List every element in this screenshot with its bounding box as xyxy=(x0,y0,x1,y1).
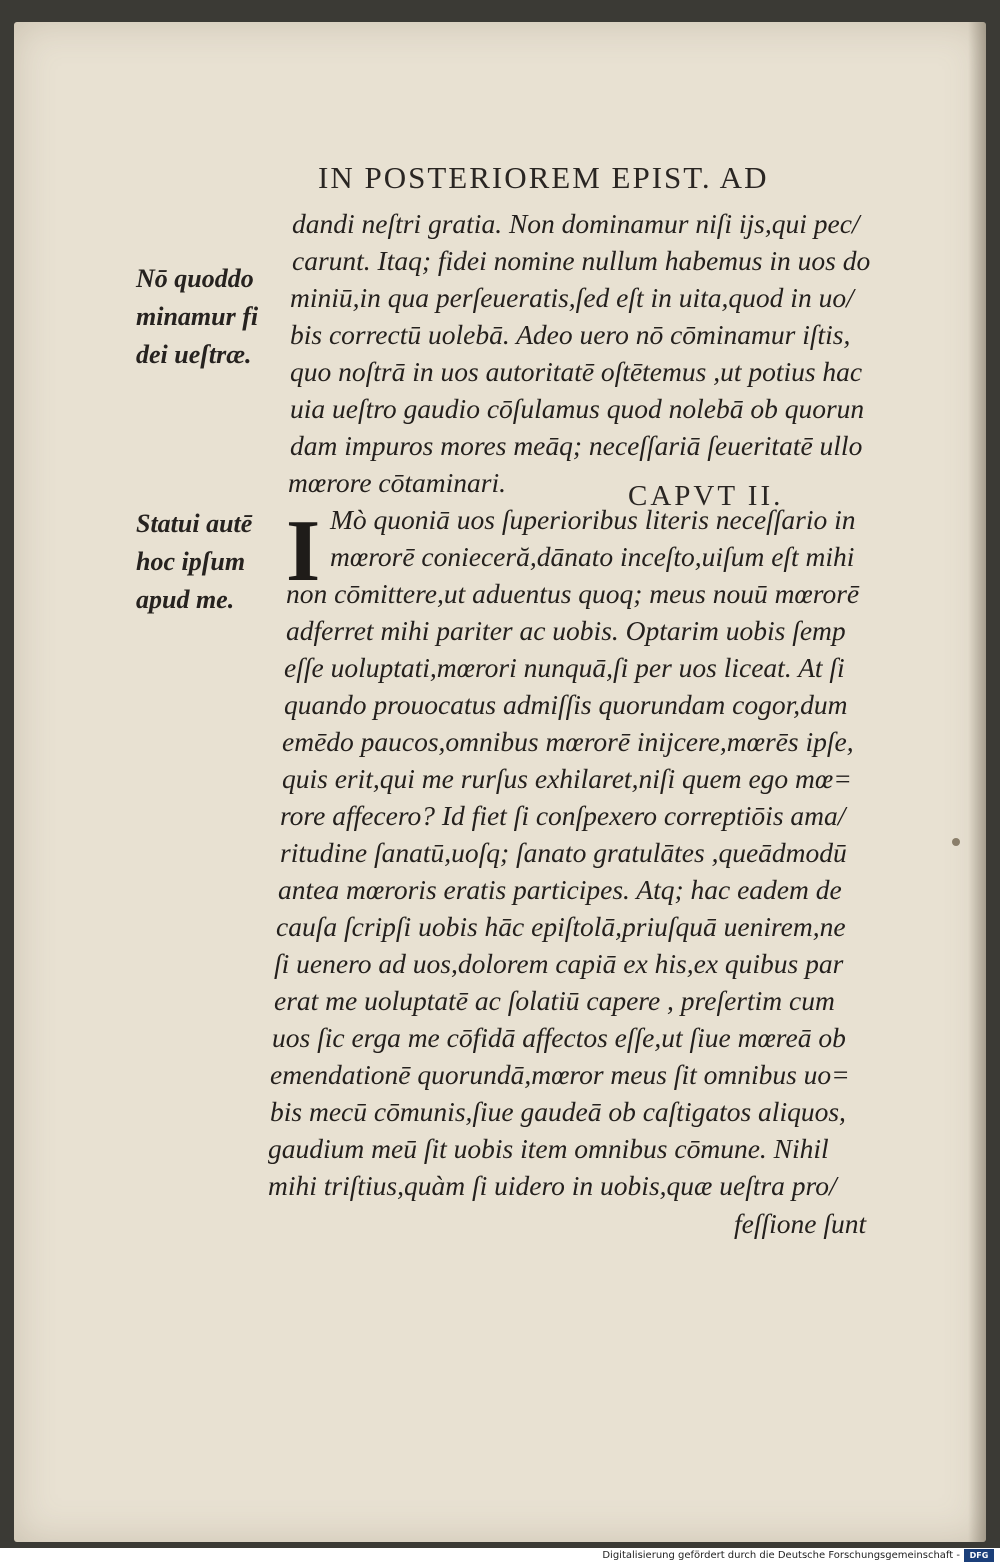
margin-note-line: Statui autē xyxy=(136,509,253,538)
text-line: mœrore cōtaminari. xyxy=(288,467,506,498)
margin-note-line: dei ueſtræ. xyxy=(136,340,252,369)
margin-note-2 xyxy=(136,505,252,619)
text-line: quando prouocatus admiſſis quorundam cogor,dum xyxy=(284,689,848,720)
text-line: quis erit,qui me rurſus exhilaret,niſi quem ego mœ= xyxy=(282,763,852,794)
text-line: uia ueſtro gaudio cōſulamus quod nolebā ob quorun xyxy=(290,393,865,424)
text-line: dam impuros mores meāq; neceſſariā ſeueritatē ullo xyxy=(290,430,863,461)
text-line: eſſe uoluptati,mœrori nunquā,ſi per uos liceat. At ſi xyxy=(284,652,845,683)
text-line: antea mœroris eratis participes. Atq; hac eadem de xyxy=(278,874,842,905)
running-head: IN POSTERIOREM EPIST. AD xyxy=(318,160,769,195)
text-line: ritudine ſanatū,uoſq; ſanato gratulātes ,queādmodū xyxy=(280,837,847,868)
text-line: cauſa ſcripſi uobis hāc epiſtolā,priuſquā uenirem,ne xyxy=(276,911,846,942)
margin-note-line: Nō quoddo xyxy=(136,264,254,293)
initial-letter: I xyxy=(286,503,321,600)
text-line: ſi uenero ad uos,dolorem capiā ex his,ex quibus par xyxy=(274,948,844,979)
text-line: Mò quoniā uos ſuperioribus literis neceſſario in xyxy=(330,504,856,535)
footer-credit: Digitalisierung gefördert durch die Deutsche Forschungsgemeinschaft - xyxy=(602,1550,960,1561)
text-line: non cōmittere,ut aduentus quoq; meus nouū mœrorē xyxy=(286,578,860,609)
text-line: dandi neſtri gratia. Non dominamur niſi ijs,qui pec/ xyxy=(292,208,860,239)
text-line: carunt. Itaq; fidei nomine nullum habemus in uos do xyxy=(292,245,871,276)
text-line: mihi triſtius,quàm ſi uidero in uobis,quæ ueſtra pro/ xyxy=(268,1170,837,1201)
text-line: uos ſic erga me cōfidā affectos eſſe,ut ſiue mœreā ob xyxy=(272,1022,846,1053)
text-line: erat me uoluptatē ac ſolatiū capere , preſertim cum xyxy=(274,985,835,1016)
margin-note-line: minamur fi xyxy=(136,302,259,331)
margin-note-line: apud me. xyxy=(136,585,235,614)
chapter-heading: CAPVT II. xyxy=(628,480,784,512)
text-line: adferret mihi pariter ac uobis. Optarim uobis ſemp xyxy=(286,615,846,646)
ink-stain xyxy=(952,838,960,846)
text-line: bis correctū uolebā. Adeo uero nō cōminamur iſtis, xyxy=(290,319,851,350)
text-line: emēdo paucos,omnibus mœrorē inijcere,mœrēs ipſe, xyxy=(282,726,854,757)
page-edge-shadow xyxy=(968,22,986,1542)
text-line: quo noſtrā in uos autoritatē oſtētemus ,ut potius hac xyxy=(290,356,863,387)
text-line: mœrorē conieceră,dānato inceſto,uiſum eſt mihi xyxy=(330,541,855,572)
catchword: feſſione ſunt xyxy=(734,1208,867,1239)
text-line: miniū,in qua perſeueratis,ſed eſt in uita,quod in uo/ xyxy=(290,282,854,313)
text-line: gaudium meū ſit uobis item omnibus cōmune. Nihil xyxy=(268,1133,829,1164)
text-line: bis mecū cōmunis,ſiue gaudeā ob caſtigatos aliquos, xyxy=(270,1096,846,1127)
margin-note-line: hoc ipſum xyxy=(136,547,246,576)
margin-note-1 xyxy=(136,260,258,374)
dfg-logo[interactable]: DFG xyxy=(964,1549,994,1562)
text-line: emendationē quorundā,mœror meus ſit omnibus uo= xyxy=(270,1059,850,1090)
text-line: rore affecero? Id fiet ſi conſpexero correptiōis ama/ xyxy=(280,800,846,831)
